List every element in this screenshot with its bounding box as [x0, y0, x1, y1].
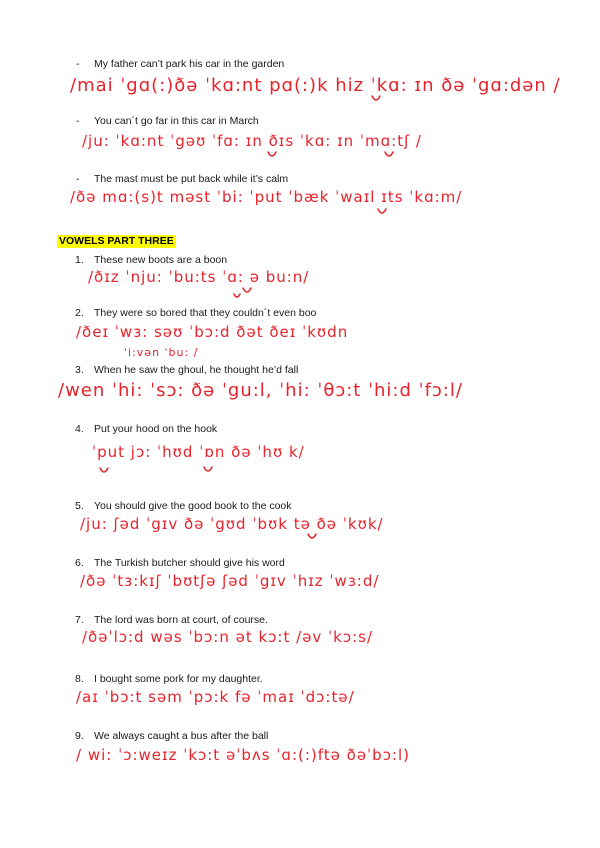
- sentence-item-6: The Turkish butcher should give his word: [94, 557, 285, 569]
- link-mark: [378, 209, 386, 213]
- item-number: 1.: [75, 254, 84, 266]
- link-mark: [385, 152, 393, 156]
- transcription-item-5: /ju: ʃəd ˈgɪv ðə ˈgʊd ˈbʊk tə ðə ˈkʊk/: [80, 515, 384, 533]
- sentence-item-7: The lord was born at court, of course.: [94, 614, 268, 626]
- link-mark: [100, 468, 108, 472]
- transcription-intro-3: /ðə mɑ:(s)t məst ˈbi: ˈput ˈbæk ˈwaɪl ɪts ˈkɑ:m/: [70, 188, 463, 206]
- link-mark: [204, 467, 212, 471]
- item-number: 5.: [75, 500, 84, 512]
- link-mark: [308, 534, 316, 538]
- section-heading: VOWELS PART THREE: [59, 235, 174, 247]
- item-number: 8.: [75, 673, 84, 685]
- transcription-item-3: /wen ˈhi: ˈsɔ: ðə ˈgu:l, ˈhi: ˈθɔ:t ˈhi:d ˈfɔ:l/: [58, 380, 463, 401]
- transcription-item-2-continued: ˈi:vən ˈbu: /: [124, 346, 199, 359]
- transcription-item-4: ˈput jɔ: ˈhʊd ˈɒn ðə ˈhʊ k/: [92, 443, 305, 461]
- sentence-intro-2: You can´t go far in this car in March: [94, 115, 259, 127]
- sentence-item-9: We always caught a bus after the ball: [94, 730, 269, 742]
- sentence-item-5: You should give the good book to the cook: [94, 500, 292, 512]
- bullet-marker: -: [76, 115, 80, 127]
- sentence-item-3: When he saw the ghoul, he thought he’d fall: [94, 364, 299, 376]
- sentence-item-2: They were so bored that they couldn´t even boo: [94, 307, 317, 319]
- transcription-intro-1: /mai ˈgɑ(:)ðə ˈkɑ:nt pɑ(:)k hiz ˈkɑ: ɪn ðə ˈgɑ:dən /: [70, 75, 561, 96]
- sentence-item-4: Put your hood on the hook: [94, 423, 218, 435]
- link-mark: [268, 152, 276, 156]
- item-number: 2.: [75, 307, 84, 319]
- transcription-item-2: /ðeɪ ˈwɜ: səʊ ˈbɔ:d ðət ðeɪ ˈkʊdn: [76, 323, 349, 341]
- link-mark: [234, 294, 240, 297]
- item-number: 3.: [75, 364, 84, 376]
- link-mark: [372, 96, 380, 100]
- transcription-item-9: / wi: ˈɔ:weɪz ˈkɔ:t əˈbʌs ˈɑ:(:)ftə ðəˈbɔ:l): [76, 746, 411, 764]
- sentence-intro-3: The mast must be put back while it’s calm: [94, 173, 289, 185]
- sentence-intro-1: My father can’t park his car in the garden: [94, 58, 285, 70]
- transcription-item-8: /aɪ ˈbɔ:t səm ˈpɔ:k fə ˈmaɪ ˈdɔ:tə/: [76, 688, 355, 706]
- item-number: 4.: [75, 423, 84, 435]
- bullet-marker: -: [76, 173, 80, 185]
- item-number: 9.: [75, 730, 84, 742]
- item-number: 7.: [75, 614, 84, 626]
- bullet-marker: -: [76, 58, 80, 70]
- transcription-item-6: /ðə ˈtɜ:kɪʃ ˈbʊtʃə ʃəd ˈgɪv ˈhɪz ˈwɜ:d/: [80, 572, 380, 590]
- link-mark: [243, 288, 251, 292]
- transcription-intro-2: /ju: ˈkɑ:nt ˈgəʊ ˈfɑ: ɪn ðɪs ˈkɑ: ɪn ˈmɑ:tʃ /: [82, 132, 422, 150]
- transcription-item-7: /ðəˈlɔ:d wəs ˈbɔ:n ət kɔ:t /əv ˈkɔ:s/: [82, 628, 374, 646]
- transcription-item-1: /ðɪz ˈnju: ˈbu:ts ˈɑ: ə bu:n/: [88, 268, 310, 286]
- sentence-item-1: These new boots are a boon: [94, 254, 228, 266]
- sentence-item-8: I bought some pork for my daughter.: [94, 673, 263, 685]
- item-number: 6.: [75, 557, 84, 569]
